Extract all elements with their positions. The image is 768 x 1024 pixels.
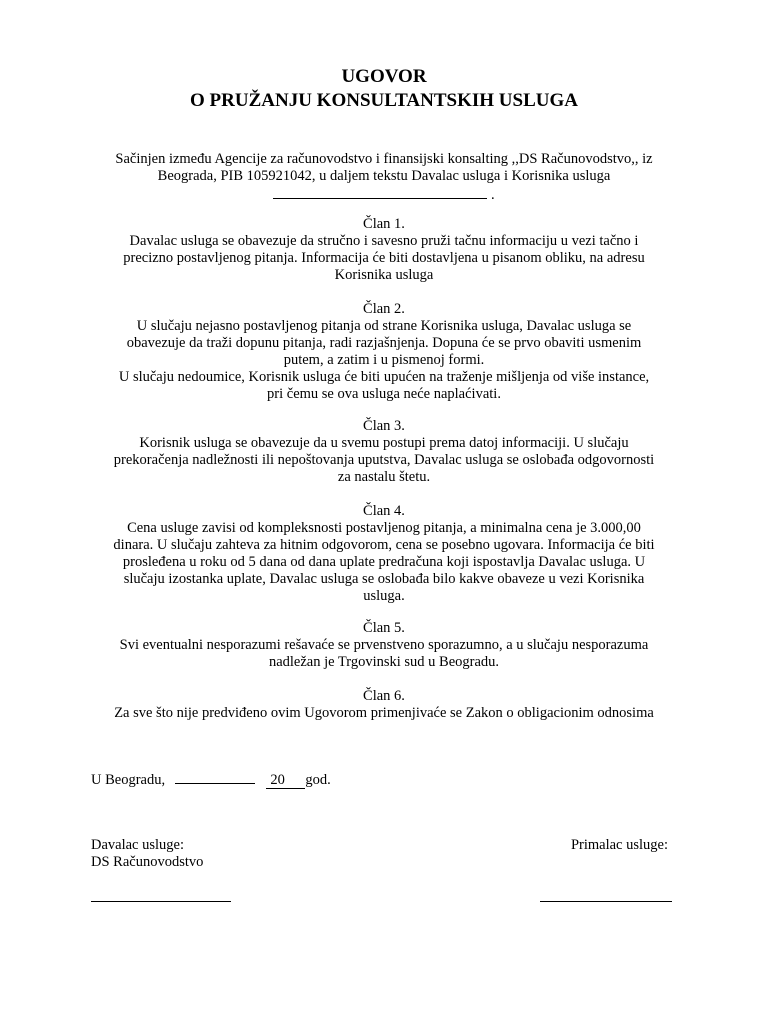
article-line: pri čemu se ova usluga neće naplaćivati. — [267, 386, 501, 402]
article-line: Za sve što nije predviđeno ovim Ugovorom primenjivaće se Zakon o obligacionim odnosima — [114, 705, 654, 721]
year-field — [266, 773, 305, 789]
provider-signature-block — [91, 837, 203, 871]
intro-line: Sačinjen između Agencije za računovodstvo i finansijski konsalting ,,DS Računovodstvo,, iz — [115, 151, 653, 167]
intro-line-blank — [84, 185, 684, 204]
date-blank — [175, 771, 255, 784]
provider-name: DS Računovodstvo — [91, 854, 204, 870]
article-line: dinara. U slučaju zahteva za hitnim odgovorom, cena se posebno ugovara. Informacija će biti — [113, 537, 655, 553]
article-line: slučaju izostanka uplate, Davalac usluga se oslobađa bilo kakve obaveze u vezi Korisnika — [123, 571, 645, 587]
article-heading: Član 6. — [363, 688, 405, 704]
article-line: Svi eventualni nesporazumi rešavaće se prvenstveno sporazumno, a u slučaju nesporazuma — [119, 637, 649, 653]
article-line: U slučaju nejasno postavljenog pitanja od strane Korisnika usluga, Davalac usluga se — [136, 318, 632, 334]
article-line: Korisnik usluga se obavezuje da u svemu postupi prema datoj informaciji. U slučaju — [139, 435, 629, 451]
year-prefix: 20 — [270, 772, 285, 788]
article-line: U slučaju nedoumice, Korisnik usluga će biti upućen na traženje mišljenja od više instance, — [118, 369, 650, 385]
intro-line: Beograda, PIB 105921042, u daljem tekstu Davalac usluga i Korisnika usluga — [157, 168, 611, 184]
article-line: obavezuje da traži dopunu pitanja, radi razjašnjenja. Dopuna će se prvo obaviti usmenim — [126, 335, 642, 351]
article-line: precizno postavljenog pitanja. Informacija će biti dostavljena u pisanom obliku, na adresu — [123, 250, 645, 266]
article-heading: Član 1. — [363, 216, 405, 232]
article-line: prekoračenja nadležnosti ili nepoštovanja uputstva, Davalac usluga se oslobađa odgovornosti — [113, 452, 655, 468]
intro-paragraph — [84, 151, 684, 204]
recipient-label: Primalac usluge: — [570, 837, 668, 853]
article-line: Cena usluge zavisi od kompleksnosti postavljenog pitanja, a minimalna cena je 3.000,00 — [127, 520, 641, 536]
article-6 — [84, 688, 684, 722]
article-5 — [84, 620, 684, 671]
intro-suffix: . — [491, 187, 495, 203]
article-line: usluga. — [363, 588, 405, 604]
provider-signature-line — [91, 901, 231, 902]
article-line: Davalac usluga se obavezuje da stručno i savesno pruži tačnu informaciju u vezi tačno i — [129, 233, 639, 249]
document-title: UGOVOR — [341, 66, 427, 87]
recipient-signature-block — [571, 837, 668, 854]
place-and-date — [91, 771, 331, 789]
recipient-signature-line — [540, 901, 672, 902]
article-heading: Član 4. — [363, 503, 405, 519]
article-heading: Član 2. — [363, 301, 405, 317]
article-line: putem, a zatim i u pismenoj formi. — [283, 352, 485, 368]
article-line: Korisnika usluga — [334, 267, 434, 283]
article-1 — [84, 216, 684, 284]
article-line: nadležan je Trgovinski sud u Beogradu. — [268, 654, 500, 670]
provider-label: Davalac usluge: — [91, 837, 185, 853]
article-heading: Član 3. — [363, 418, 405, 434]
article-3 — [84, 418, 684, 486]
article-2 — [84, 301, 684, 403]
article-line: za nastalu štetu. — [337, 469, 431, 485]
place-label: U Beogradu, — [91, 772, 166, 788]
article-line: prosleđena u roku od 5 dana od dana uplate predračuna koji ispostavlja Davalac usluga. U — [122, 554, 646, 570]
year-suffix: god. — [305, 772, 331, 788]
document-subtitle: O PRUŽANJU KONSULTANTSKIH USLUGA — [190, 90, 578, 111]
article-4 — [84, 503, 684, 605]
article-heading: Član 5. — [363, 620, 405, 636]
client-name-blank — [273, 185, 487, 199]
